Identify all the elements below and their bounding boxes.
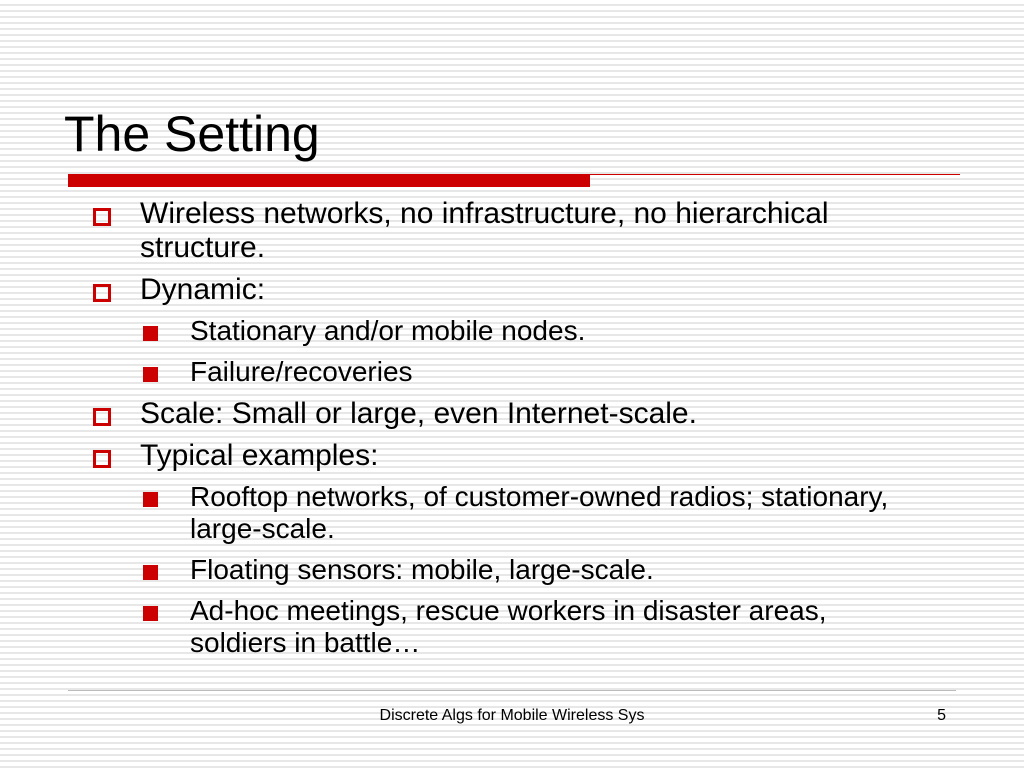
hollow-square-bullet-icon (93, 450, 111, 468)
sub-bullet-item (0, 356, 1024, 388)
sub-bullet-item (0, 315, 1024, 347)
title-underline-thick (68, 174, 590, 187)
bullet-text: Scale: Small or large, even Internet-scale. (140, 397, 697, 430)
bullet-list (0, 197, 1024, 668)
hollow-square-bullet-icon (93, 408, 111, 426)
hollow-square-bullet-icon (93, 284, 111, 302)
sub-bullet-text: Rooftop networks, of customer-owned radios; stationary, large-scale. (190, 481, 889, 544)
slide-title: The Setting (64, 106, 320, 162)
bullet-text: Typical examples: (140, 439, 379, 472)
bullet-item (0, 197, 1024, 265)
filled-square-bullet-icon (143, 565, 158, 580)
slide-number: 5 (937, 707, 946, 724)
filled-square-bullet-icon (143, 367, 158, 382)
sub-bullet-text: Ad-hoc meetings, rescue workers in disaster areas, soldiers in battle… (190, 595, 827, 658)
sub-bullet-text: Failure/recoveries (190, 356, 413, 387)
sub-bullet-item (0, 481, 1024, 545)
hollow-square-bullet-icon (93, 208, 111, 226)
footer-text: Discrete Algs for Mobile Wireless Sys (379, 707, 645, 724)
bullet-text: Wireless networks, no infrastructure, no hierarchical structure. (140, 197, 829, 264)
sub-bullet-item (0, 554, 1024, 586)
bullet-text: Dynamic: (140, 273, 266, 306)
sub-bullet-item (0, 595, 1024, 659)
filled-square-bullet-icon (143, 492, 158, 507)
footer-divider (68, 690, 956, 691)
filled-square-bullet-icon (143, 326, 158, 341)
bullet-item (0, 439, 1024, 473)
filled-square-bullet-icon (143, 606, 158, 621)
bullet-item (0, 273, 1024, 307)
bullet-item (0, 397, 1024, 431)
sub-bullet-text: Floating sensors: mobile, large-scale. (190, 554, 654, 585)
sub-bullet-text: Stationary and/or mobile nodes. (190, 315, 586, 346)
